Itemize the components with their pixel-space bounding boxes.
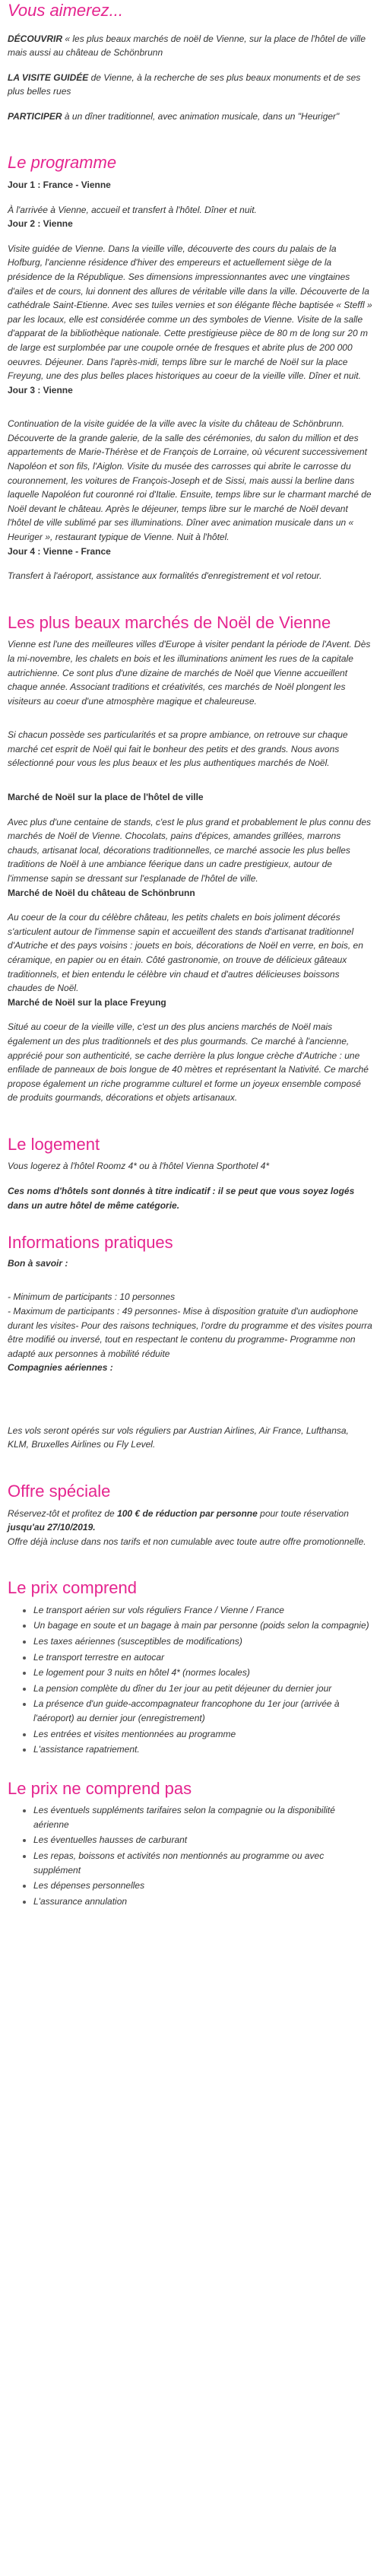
offre-discount: 100 € de réduction par personne	[117, 1507, 258, 1519]
marche-title: Marché de Noël du château de Schönbrunn	[8, 887, 195, 898]
offre-text-part: Réservez-tôt et profitez de	[8, 1507, 118, 1519]
section-title-offre: Offre spéciale	[8, 1482, 111, 1501]
day-title: Jour 1 : France - Vienne	[8, 179, 111, 190]
marches-intro: Vienne est l'une des meilleures villes d'Europe à visiter pendant la période de l'Avent. Dès la mi-novembre, les chalets en bois et les illuminations animent les rues de la capitale autrichienne. Ce sont plus d'une dizaine de marchés de Noël que Vienne accueillent chaque année. Associant traditions et créativités, ces marchés de Noël plongent les visiteurs au coeur d'une atmosphère magique et chaleureuse.	[8, 639, 371, 707]
list-item: • L'assistance rapatriement.	[33, 1742, 372, 1757]
day-title: Jour 3 : Vienne	[8, 384, 73, 395]
highlight-text: de Vienne, à la recherche de ses plus beaux monuments et de ses plus belles rues	[8, 71, 361, 97]
list-item: • Les dépenses personnelles	[33, 1879, 372, 1893]
highlight-text: « les plus beaux marchés de noël de Vienne, sur la place de l'hôtel de ville mais aussi au château de Schönbrunn	[8, 33, 366, 59]
day-text: À l'arrivée à Vienne, accueil et transfert à l'hôtel. Dîner et nuit.	[8, 204, 257, 215]
highlight-decouvrir	[8, 32, 372, 60]
list-item: • Le transport aérien sur vols réguliers France / Vienne / France	[33, 1603, 372, 1618]
marche-text: Situé au coeur de la vieille ville, c'est un des plus anciens marchés de Noël mais également un des plus traditionnels et des plus gourmands. Ce marché à l'ancienne, apprécié pour son authenticité, se cache derrière la plus longue crèche d'Autriche : une enfilade de panneaux de bois longue de 40 mètres et représentant la Nativité. Ce marché propose également un riche programme culturel et forme un joyeux ensemble composé de produits gourmands, décorations et objets artisanaux.	[8, 1021, 369, 1104]
section-title-vous-aimerez: Vous aimerez...	[8, 1, 124, 20]
offre-text	[8, 1507, 372, 1535]
marche-text: Avec plus d'une centaine de stands, c'est le plus grand et probablement le plus connu des marchés de Noël de Vienne. Chocolats, pains d'épices, amandes grillées, marrons chauds, artisanat local, décorations traditionnelles, ce marché associe les plus belles traditions de Noël à une ambiance féerique dans un cadre prestigieux, autour de l'immense sapin se dressant sur l'esplanade de l'hôtel de ville.	[8, 816, 372, 885]
list-item: • Les taxes aériennes (susceptibles de modifications)	[33, 1634, 372, 1649]
list-item: • Les entrées et visites mentionnées au programme	[33, 1727, 372, 1742]
info-min-participants: - Minimum de participants : 10 personnes	[8, 1291, 176, 1303]
list-item: • La pension complète du dîner du 1er jour au petit déjeuner du dernier jour	[33, 1682, 372, 1696]
section-title-programme: Le programme	[8, 153, 117, 173]
list-item: • Le logement pour 3 nuits en hôtel 4* (normes locales)	[33, 1666, 372, 1680]
highlight-participer	[8, 110, 372, 124]
day-title: Jour 2 : Vienne	[8, 218, 73, 230]
marche-title: Marché de Noël sur la place Freyung	[8, 996, 166, 1008]
offre-deadline: jusqu'au 27/10/2019.	[8, 1522, 96, 1533]
logement-note: Ces noms d'hôtels sont donnés à titre indicatif : il se peut que vous soyez logés dans un autre hôtel de même catégorie.	[8, 1186, 355, 1211]
comprend-list	[8, 1603, 372, 1757]
highlight-lead: PARTICIPER	[8, 110, 62, 122]
section-title-logement: Le logement	[8, 1134, 100, 1154]
list-item: • La présence d'un guide-accompagnateur francophone du 1er jour (arrivée à l'aéroport) au dernier jour (enregistrement)	[33, 1697, 372, 1725]
compagnies-text: Les vols seront opérés sur vols réguliers par Austrian Airlines, Air France, Lufthansa, KLM, Bruxelles Airlines ou Fly Level.	[8, 1425, 349, 1450]
highlight-text: à un dîner traditionnel, avec animation musicale, dans un "Heuriger"	[62, 110, 340, 122]
list-item: • Un bagage en soute et un bagage à main par personne (poids selon la compagnie)	[33, 1618, 372, 1633]
list-item: • L'assurance annulation	[33, 1895, 372, 1909]
section-title-marches: Les plus beaux marchés de Noël de Vienne	[8, 612, 331, 632]
list-item: • Les repas, boissons et activités non mentionnés au programme ou avec supplément	[33, 1849, 372, 1877]
list-item: • Les éventuels suppléments tarifaires selon la compagnie ou la disponibilité aérienne	[33, 1803, 372, 1831]
logement-text: Vous logerez à l'hôtel Roomz 4* ou à l'hôtel Vienna Sporthotel 4*	[8, 1161, 270, 1172]
ne-comprend-list	[8, 1803, 372, 1908]
highlight-lead: LA VISITE GUIDÉE	[8, 71, 89, 83]
highlight-visite	[8, 71, 372, 99]
section-title-infos: Informations pratiques	[8, 1233, 173, 1253]
marches-intro: Si chacun possède ses particularités et sa propre ambiance, on retrouve sur chaque marché cet esprit de Noël qui fait le bonheur des petits et des grands. Nous avons sélectionné pour vous les plus beaux et les plus authentiques marchés de Noël.	[8, 729, 348, 769]
day-text: Transfert à l'aéroport, assistance aux formalités d'enregistrement et vol retour.	[8, 570, 322, 582]
list-item: • Les éventuelles hausses de carburant	[33, 1833, 372, 1847]
offre-note: Offre déjà incluse dans nos tarifs et non cumulable avec toute autre offre promotionnelle.	[8, 1536, 366, 1547]
section-title-comprend: Le prix comprend	[8, 1578, 137, 1598]
list-item: • Le transport terrestre en autocar	[33, 1650, 372, 1665]
bon-a-savoir-label: Bon à savoir :	[8, 1257, 68, 1269]
offre-text-part: pour toute réservation	[257, 1507, 349, 1519]
day-text: Visite guidée de Vienne. Dans la vieille ville, découverte des cours du palais de la Hofburg, l'ancienne résidence d'hiver des empereurs et actuellement siège de la présidence de la République. Ses dimensions impressionnantes avec une vingtaines d'ailes et de cours, lui donnent des allures de véritable ville dans la ville. Découverte de la cathédrale Saint-Etienne. Avec ses tuiles vernies et son élégante flèche baptisée « Steffl » par les locaux, elle est considérée comme un des symboles de Vienne. Visite de la salle d'apparat de la bibliothèque nationale. Cette prestigieuse pièce de 80 m de long sur 20 m de large est surplombée par une coupole ornée de fresques et abrite plus de 200 000 oeuvres. Déjeuner. Dans l'après-midi, temps libre sur le marché de Noël sur la place Freyung, une des plus belles places historiques au coeur de la vieille ville. Dîner et nuit.	[8, 243, 372, 382]
section-title-ne-comprend: Le prix ne comprend pas	[8, 1778, 192, 1798]
day-title: Jour 4 : Vienne - France	[8, 545, 111, 557]
info-max-participants: - Maximum de participants : 49 personnes- Mise à disposition gratuite d'un audiophone durant les visites- Pour des raisons techniques, l'ordre du programme et des visites pourra être modifié ou inversé, tout en respectant le contenu du programme- Programme non adapté aux personnes à mobilité réduite	[8, 1305, 372, 1359]
marche-text: Au coeur de la cour du célèbre château, les petits chalets en bois joliment décorés s'articulent autour de l'immense sapin et accueillent des stands d'artisanat traditionnel d'Autriche et des pays voisins : jouets en bois, décorations de Noël en verre, en bois, en céramique, en papier ou en étain. Côté gastronomie, on trouve de délicieux gâteaux traditionnels, et bien entendu le célèbre vin chaud et d'autres délicieuses boissons chaudes de Noël.	[8, 912, 363, 994]
compagnies-label: Compagnies aériennes :	[8, 1362, 113, 1374]
day-text: Continuation de la visite guidée de la ville avec la visite du château de Schönbrunn. Découverte de la grande galerie, de la salle des cérémonies, du salon du million et des appartements de Marie-Thérèse et de François de Lorraine, où vécurent successivement Napoléon et son fils, l'Aiglon. Visite du musée des carrosses qui abrite le carrosse du couronnement, les voitures de François-Joseph et de Sissi, mais aussi la berline dans laquelle Napoléon fut couronné roi d'Italie. Ensuite, temps libre sur le charmant marché de Noël devant le château. Après le déjeuner, temps libre sur le marché de Noël devant l'hôtel de ville sublimé par ses illuminations. Dîner avec animation musicale dans un « Heuriger », restaurant typique de Vienne. Nuit à l'hôtel.	[8, 418, 372, 543]
highlight-lead: DÉCOUVRIR	[8, 33, 63, 44]
marche-title: Marché de Noël sur la place de l'hôtel de ville	[8, 792, 204, 803]
